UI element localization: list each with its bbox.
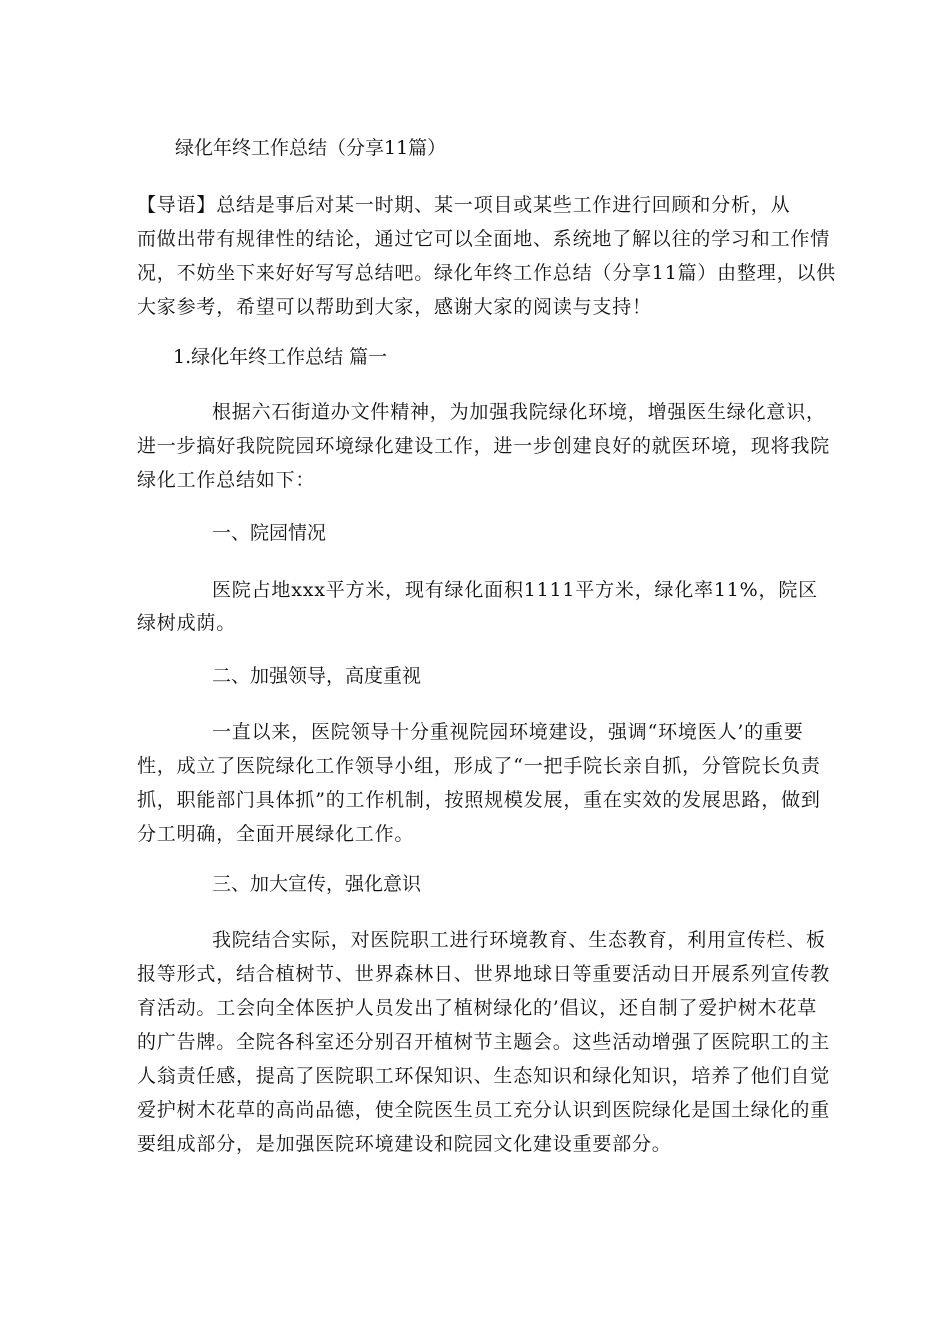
- document-title: 绿化年终工作总结（分享11篇）: [175, 137, 447, 159]
- section-title: 1.绿化年终工作总结 篇一: [173, 346, 388, 368]
- paragraph-line: 人翁责任感，提高了医院职工环保知识、生态知识和绿化知识，培养了他们自觉: [137, 1065, 831, 1087]
- subheading: 三、加大宣传，强化意识: [212, 873, 422, 895]
- intro-line-2: 而做出带有规律性的结论，通过它可以全面地、系统地了解以往的学习和工作情: [137, 228, 831, 250]
- paragraph-line: 绿化工作总结如下：: [137, 469, 316, 491]
- paragraph-line: 要组成部分，是加强医院环境建设和院园文化建设重要部分。: [137, 1133, 672, 1155]
- paragraph-line: 根据六石街道办文件精神，为加强我院绿化环境，增强医生绿化意识，: [212, 401, 826, 423]
- intro-line-3: 况，不妨坐下来好好写写总结吧。绿化年终工作总结（分享11篇）由整理，以供: [137, 262, 836, 284]
- subheading: 一、院园情况: [212, 522, 327, 544]
- intro-line-4: 大家参考，希望可以帮助到大家，感谢大家的阅读与支持！: [137, 296, 652, 318]
- paragraph-line: 我院结合实际，对医院职工进行环境教育、生态教育，利用宣传栏、板: [212, 929, 826, 951]
- paragraph-line: 绿树成荫。: [137, 612, 237, 634]
- paragraph-line: 分工明确，全面开展绿化工作。: [137, 823, 415, 845]
- paragraph-line: 育活动。工会向全体医护人员发出了植树绿化的’倡议，还自制了爱护树木花草: [137, 997, 818, 1019]
- paragraph-line: 性，成立了医院绿化工作领导小组，形成了“一把手院长亲自抓，分管院长负责: [137, 755, 821, 777]
- paragraph-line: 爱护树木花草的高尚品德，使全院医生员工充分认识到医院绿化是国土绿化的重: [137, 1099, 831, 1121]
- paragraph-line: 抓，职能部门具体抓”的工作机制，按照规模发展，重在实效的发展思路，做到: [137, 789, 821, 811]
- intro-line-1: 【导语】总结是事后对某一时期、某一项目或某些工作进行回顾和分析，从: [137, 194, 791, 216]
- paragraph-line: 医院占地xxx平方米，现有绿化面积1111平方米，绿化率11%，院区: [212, 579, 818, 601]
- paragraph-line: 的广告牌。全院各科室还分别召开植树节主题会。这些活动增强了医院职工的主: [137, 1031, 831, 1053]
- subheading: 二、加强领导，高度重视: [212, 665, 422, 687]
- paragraph-line: 一直以来，医院领导十分重视院园环境建设，强调“环境医人’的重要: [212, 721, 804, 743]
- paragraph-line: 报等形式，结合植树节、世界森林日、世界地球日等重要活动日开展系列宣传教: [137, 963, 831, 985]
- paragraph-line: 进一步搞好我院院园环境绿化建设工作，进一步创建良好的就医环境，现将我院: [137, 435, 831, 457]
- intro-tag: 【导语】: [137, 194, 217, 216]
